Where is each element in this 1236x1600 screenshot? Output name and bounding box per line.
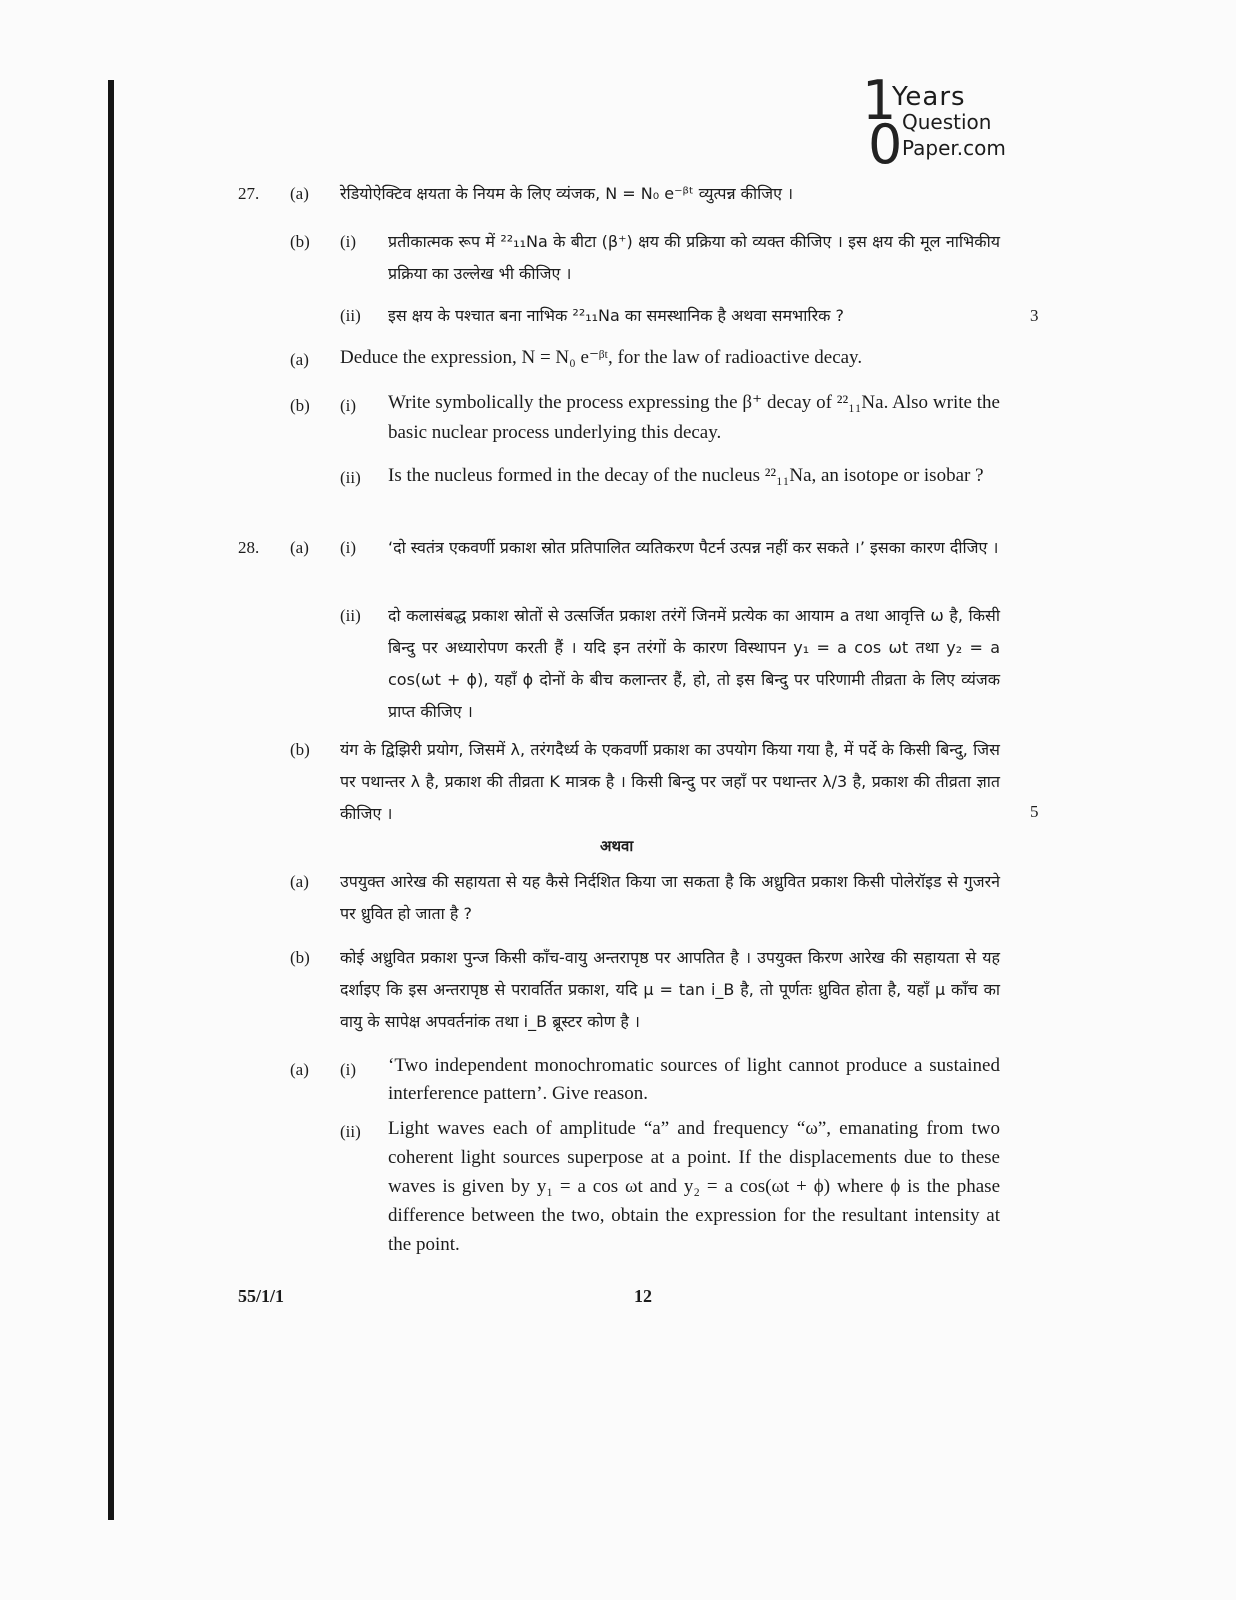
page-number: 12 — [634, 1286, 652, 1306]
q27-a-en-label: (a) — [290, 350, 309, 369]
q27-b-hi-label: (b) — [290, 232, 310, 251]
q27-b-i-en-label: (i) — [340, 396, 357, 415]
q28-marks: 5 — [1030, 802, 1039, 821]
q28-a-ii-hi-label: (ii) — [340, 606, 361, 625]
q28-or-b-hi-label: (b) — [290, 948, 310, 967]
q28-or-a-hi-label: (a) — [290, 872, 309, 891]
q28-a-i-hindi: ‘दो स्वतंत्र एकवर्णी प्रकाश स्रोत प्रतिपालित व्यतिकरण पैटर्न उत्पन्न नहीं कर सकते ।’ इसका कारण दीजिए । — [388, 538, 999, 557]
logo-paper: Paper.com — [902, 136, 1006, 160]
q28-or-b-hindi: कोई अध्रुवित प्रकाश पुन्ज किसी काँच-वायु अन्तरापृष्ठ पर आपतित है । उपयुक्त किरण आरेख की सहायता से यह दर्शाइए कि इस अन्तरापृष्ठ से परावर्तित प्रकाश, यदि μ = tan i_B है, तो पूर्णतः ध्रुवित होता है, यहाँ μ काँच का वायु के सापेक्ष अपवर्तनांक तथा i_B ब्रूस्टर कोण है । — [340, 948, 1000, 1031]
page-binding-edge — [108, 80, 114, 1520]
question-number-28: 28. — [238, 538, 260, 557]
q27-a-english: Deduce the expression, N = N₀ e⁻ᵝᵗ, for the law of radioactive decay. — [340, 347, 863, 368]
q27-b-ii-english: Is the nucleus formed in the decay of the nucleus ²²₁₁Na, an isotope or isobar ? — [388, 465, 984, 486]
q27-b-i-english: Write symbolically the process expressing the β⁺ decay of ²²₁₁Na. Also write the basic nuclear process underlying this decay. — [388, 392, 1000, 443]
q27-marks: 3 — [1030, 306, 1039, 325]
q27-b-en-label: (b) — [290, 396, 310, 415]
or-separator: अथवा — [600, 837, 634, 855]
q27-b-ii-en-label: (ii) — [340, 468, 361, 487]
q28-b-hi-label: (b) — [290, 740, 310, 759]
q27-b-i-hindi: प्रतीकात्मक रूप में ²²₁₁Na के बीटा (β⁺) क्षय की प्रक्रिया को व्यक्त कीजिए । इस क्षय की मूल नाभिकीय प्रक्रिया का उल्लेख भी कीजिए । — [388, 232, 1000, 283]
q28-a-i-hi-label: (i) — [340, 538, 357, 557]
q28-a-ii-english: Light waves each of amplitude “a” and frequency “ω”, emanating from two coherent light sources superpose at a point. If the displacements due to these waves is given by y₁ = a cos ωt and y₂ = a cos(ωt + ϕ) where ϕ is the phase difference between the two, obtain the expression for the resultant intensity at the point. — [388, 1118, 1000, 1255]
q27-b-ii-hi-label: (ii) — [340, 306, 361, 325]
q28-a-en-label: (a) — [290, 1060, 309, 1079]
q28-a-i-en-label: (i) — [340, 1060, 357, 1079]
q28-or-a-hindi: उपयुक्त आरेख की सहायता से यह कैसे निर्दशित किया जा सकता है कि अध्रुवित प्रकाश किसी पोलेरॉइड से गुजरने पर ध्रुवित हो जाता है ? — [340, 872, 1000, 923]
site-logo — [862, 69, 1062, 176]
q27-b-i-hi-label: (i) — [340, 232, 357, 251]
question-number-27: 27. — [238, 184, 260, 203]
q27-a-hindi: रेडियोऐक्टिव क्षयता के नियम के लिए व्यंजक, N = N₀ e⁻ᵝᵗ व्युत्पन्न कीजिए । — [340, 184, 794, 203]
logo-years: Years — [892, 82, 966, 112]
q27-b-ii-hindi: इस क्षय के पश्चात बना नाभिक ²²₁₁Na का समस्थानिक है अथवा समभारिक ? — [388, 306, 844, 325]
paper-code: 55/1/1 — [238, 1286, 285, 1306]
q28-a-hi-label: (a) — [290, 538, 309, 557]
q28-a-ii-en-label: (ii) — [340, 1122, 361, 1141]
q27-a-hi-label: (a) — [290, 184, 309, 203]
logo-digit-one: 1 — [862, 69, 897, 132]
q28-a-ii-hindi: दो कलासंबद्ध प्रकाश स्रोतों से उत्सर्जित प्रकाश तरंगें जिनमें प्रत्येक का आयाम a तथा आवृत्ति ω है, किसी बिन्दु पर अध्यारोपण करती हैं । यदि इन तरंगों के कारण विस्थापन y₁ = a cos ωt तथा y₂ = a cos(ωt + ϕ), यहाँ ϕ दोनों के बीच कलान्तर हैं, हो, तो इस बिन्दु पर परिणामी तीव्रता के लिए व्यंजक प्राप्त कीजिए । — [388, 606, 1000, 721]
q28-a-i-english: ‘Two independent monochromatic sources of light cannot produce a sustained interference pattern’. Give reason. — [388, 1055, 1000, 1104]
q28-b-hindi: यंग के द्विझिरी प्रयोग, जिसमें λ, तरंगदैर्ध्य के एकवर्णी प्रकाश का उपयोग किया गया है, में पर्दे के किसी बिन्दु, जिस पर पथान्तर λ है, प्रकाश की तीव्रता K मात्रक है । किसी बिन्दु पर जहाँ पर पथान्तर λ/3 है, प्रकाश की तीव्रता ज्ञात कीजिए । — [340, 740, 1000, 823]
logo-question: Question — [902, 110, 992, 134]
logo-digit-zero: 0 — [868, 113, 903, 176]
